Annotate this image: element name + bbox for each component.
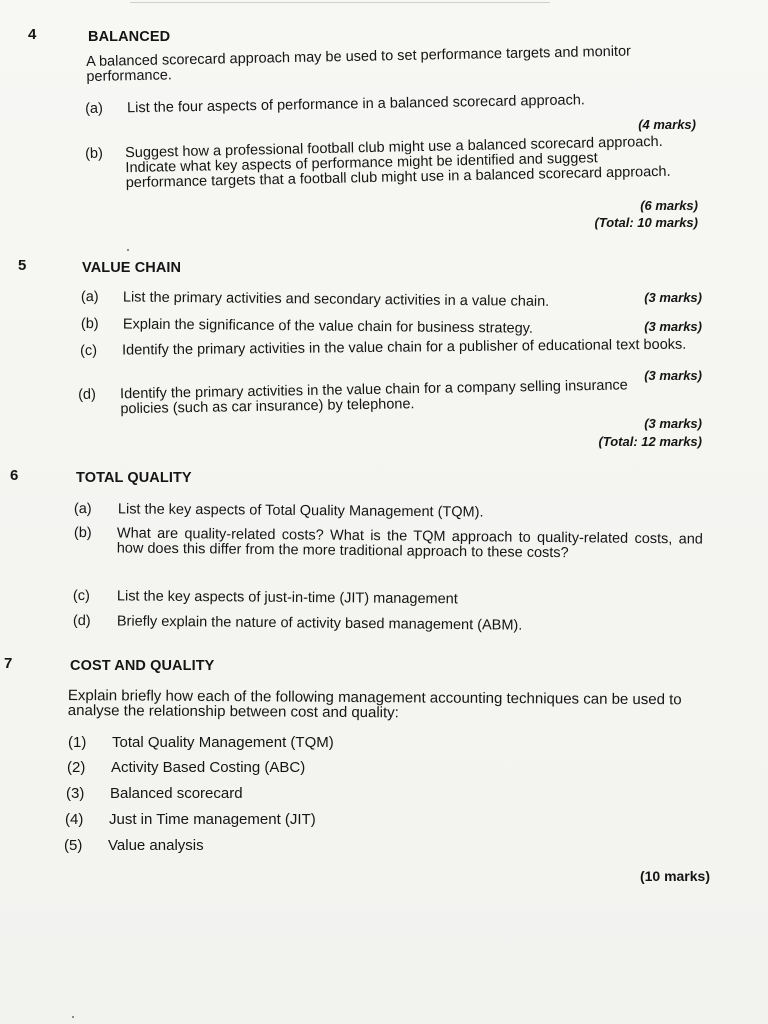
part-label: (b): [80, 316, 99, 333]
part-b: [81, 317, 601, 340]
part-label: (b): [84, 145, 104, 162]
item-label: (4): [65, 811, 84, 828]
part-text: Identify the primary activities in the value chain for a publisher of educational text books.: [121, 336, 687, 359]
part-marks: (3 marks): [644, 368, 702, 383]
part-label: (a): [73, 501, 92, 518]
question-title: BALANCED: [88, 29, 171, 45]
question-7: [4, 655, 719, 895]
total-marks: (Total: 12 marks): [598, 434, 702, 449]
part-d: [73, 614, 633, 638]
part-text: Briefly explain the nature of activity based management (ABM).: [116, 613, 523, 634]
part-label: (a): [80, 289, 99, 306]
item-text: Just in Time management (JIT): [109, 811, 316, 828]
question-title: COST AND QUALITY: [70, 658, 215, 674]
question-title: TOTAL QUALITY: [76, 470, 192, 486]
item-text: Total Quality Management (TQM): [112, 734, 334, 751]
part-marks: (6 marks): [640, 198, 698, 213]
question-title: VALUE CHAIN: [82, 260, 182, 276]
question-5: [18, 257, 718, 457]
part-a: [81, 290, 601, 313]
part-marks: (3 marks): [644, 319, 702, 334]
part-marks: (4 marks): [638, 117, 696, 132]
question-number: 5: [18, 257, 27, 274]
part-label: (d): [77, 386, 96, 403]
question-number: 4: [28, 26, 37, 43]
part-b: [85, 134, 701, 207]
item-label: (3): [66, 785, 85, 802]
part-b: [73, 526, 714, 585]
part-text: List the primary activities and secondary activities in a value chain.: [122, 289, 550, 310]
list-item: [65, 812, 465, 830]
item-text: Balanced scorecard: [110, 785, 243, 802]
part-text: Identify the primary activities in the value chain for a company selling insurance policies (such as car insurance) by telephone.: [119, 377, 628, 418]
part-text: List the key aspects of Total Quality Management (TQM).: [117, 501, 484, 521]
part-label: (c): [72, 588, 90, 605]
part-label: (b): [73, 525, 92, 542]
item-text: Activity Based Costing (ABC): [111, 759, 306, 776]
total-marks: (Total: 10 marks): [594, 215, 698, 230]
list-item: [68, 735, 468, 753]
part-d: [78, 378, 639, 422]
question-number: 7: [4, 655, 13, 672]
question-4: [28, 26, 718, 236]
part-text: Suggest how a professional football club might use a balanced scorecard approach. Indicate what key aspects of performance might be identified and suggest performance targets that a football club might use in a balanced scorecard approach.: [124, 133, 671, 192]
part-a: [74, 502, 634, 525]
part-marks: (3 marks): [644, 416, 702, 431]
question-intro: A balanced scorecard approach may be used to set performance targets and monitor performance.: [85, 43, 632, 85]
item-label: (5): [64, 837, 83, 854]
part-text: List the key aspects of just-in-time (JIT) management: [116, 588, 458, 608]
part-c: [73, 589, 593, 612]
item-label: (1): [68, 734, 87, 751]
question-6: [10, 467, 720, 652]
question-intro: Explain briefly how each of the following management accounting techniques can be used to analyse the relationship between cost and quality:: [67, 687, 682, 722]
list-item: [66, 786, 466, 804]
list-item: [64, 838, 464, 856]
scan-speck: [72, 1016, 74, 1018]
question-number: 6: [10, 467, 19, 484]
page-top-edge: [130, 2, 550, 3]
item-label: (2): [67, 759, 86, 776]
question-marks: (10 marks): [639, 868, 710, 884]
part-marks: (3 marks): [644, 290, 702, 305]
part-text: List the four aspects of performance in a balanced scorecard approach.: [126, 92, 586, 117]
item-text: Value analysis: [108, 837, 204, 854]
part-label: (a): [84, 100, 103, 117]
part-text: What are quality-related costs? What is the TQM approach to quality-related costs, and how does this differ from the more traditional approach to these costs?: [116, 525, 703, 562]
scan-speck: [127, 249, 129, 251]
list-item: [67, 760, 467, 778]
part-label: (d): [72, 613, 91, 630]
part-label: (c): [79, 342, 98, 359]
part-text: Explain the significance of the value chain for business strategy.: [122, 316, 533, 337]
